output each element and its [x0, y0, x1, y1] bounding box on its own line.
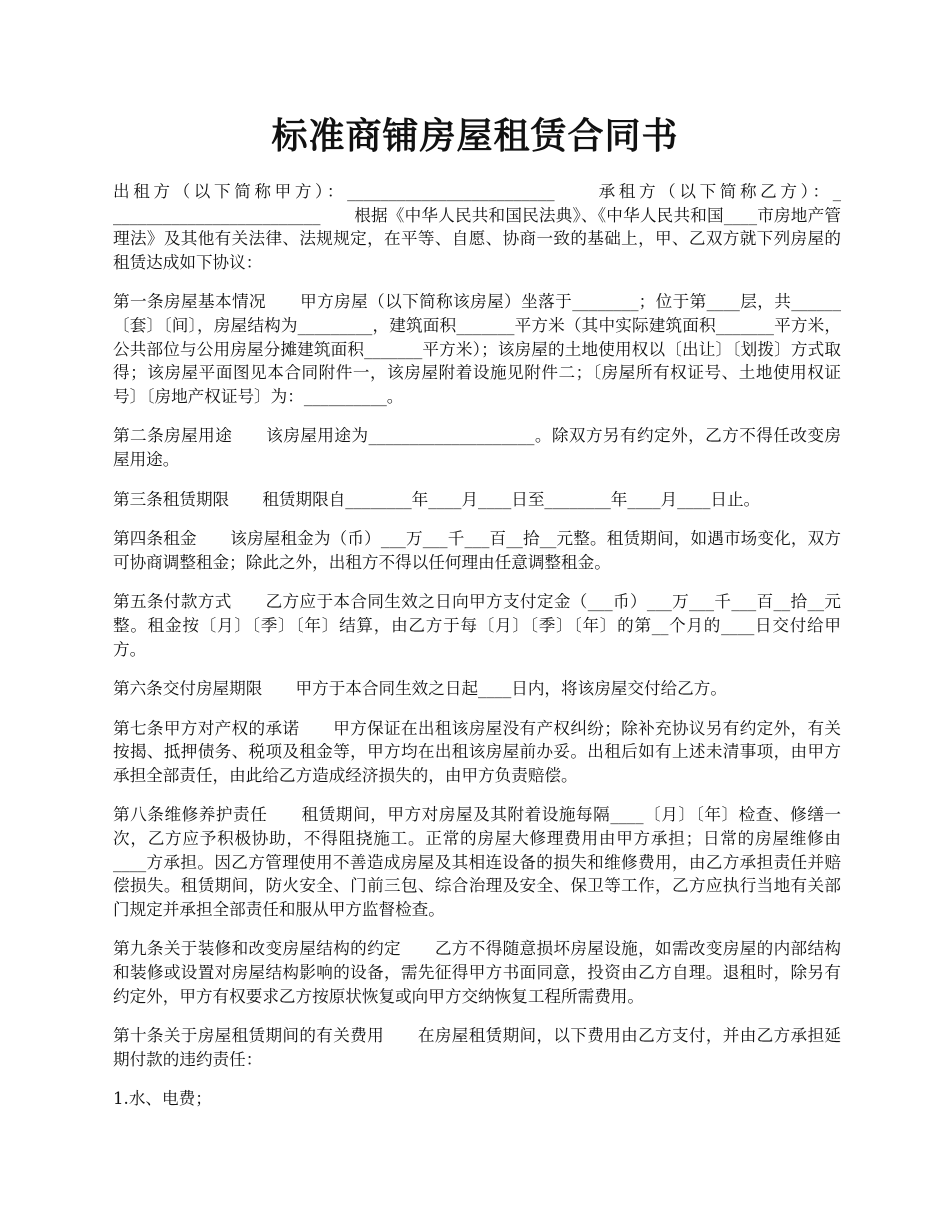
paragraph-article-7: 第七条甲方对产权的承诺 甲方保证在出租该房屋没有产权纠纷；除补充协议另有约定外，有关按揭、抵押债务、税项及租金等，甲方均在出租该房屋前办妥。出租后如有上述未清事项，由甲方承担全部责任，由此给乙方造成经济损失的，由甲方负责赔偿。 [113, 718, 841, 785]
paragraph-article-10: 第十条关于房屋租赁期间的有关费用 在房屋租赁期间，以下费用由乙方支付，并由乙方承担延期付款的违约责任： [113, 1026, 841, 1069]
paragraph-article-5: 第五条付款方式 乙方应于本合同生效之日向甲方支付定金（___币）___万___千___百__拾__元整。租金按〔月〕〔季〕〔年〕结算，由乙方于每〔月〕〔季〕〔年〕的第__个月的____日交付给甲方。 [113, 592, 841, 659]
paragraph-article-2: 第二条房屋用途 该房屋用途为____________________。除双方另有约定外，乙方不得任改变房屋用途。 [113, 426, 841, 469]
paragraph-item-1: 1.水、电费； [113, 1089, 212, 1109]
paragraph-article-6: 第六条交付房屋期限 甲方于本合同生效之日起____日内，将该房屋交付给乙方。 [113, 679, 727, 699]
paragraph-parties: 出租方（以下简称甲方）：_________________________ 承租方（以下简称乙方）：_ _________________________ 根据《中华人民共和国民法典》、《中华人民共和国____市房地产管理法》及其他有关法律、法规规定，在平等、自愿、协商一致的基础上，甲、乙双方就下列房屋的租赁达成如下协议： [113, 182, 841, 272]
document-body [113, 180, 841, 1127]
document-title: 标准商铺房屋租赁合同书 [271, 115, 679, 157]
paragraph-article-1: 第一条房屋基本情况 甲方房屋（以下简称该房屋）坐落于________；位于第____层，共______〔套〕〔间〕，房屋结构为_________，建筑面积_______平方米（其中实际建筑面积_______平方米，公共部位与公用房屋分摊建筑面积_______平方米）；该房屋的土地使用权以〔出让〕〔划拨〕方式取得；该房屋平面图见本合同附件一，该房屋附着设施见附件二；〔房屋所有权证号、土地使用权证号〕〔房地产权证号〕为：__________。 [113, 292, 841, 406]
paragraph-article-9: 第九条关于装修和改变房屋结构的约定 乙方不得随意损坏房屋设施，如需改变房屋的内部结构和装修或设置对房屋结构影响的设备，需先征得甲方书面同意，投资由乙方自理。退租时，除另有约定外，甲方有权要求乙方按原状恢复或向甲方交纳恢复工程所需费用。 [113, 939, 841, 1006]
paragraph-article-3: 第三条租赁期限 租赁期限自________年____月____日至________年____月____日止。 [113, 489, 761, 509]
paragraph-article-4: 第四条租金 该房屋租金为（币）___万___千___百__拾__元整。租赁期间，如遇市场变化，双方可协商调整租金；除此之外，出租方不得以任何理由任意调整租金。 [113, 529, 841, 572]
paragraph-article-8: 第八条维修养护责任 租赁期间，甲方对房屋及其附着设施每隔____〔月〕〔年〕检查、修缮一次，乙方应予积极协助，不得阻挠施工。正常的房屋大修理费用由甲方承担；日常的房屋维修由____方承担。因乙方管理使用不善造成房屋及其相连设备的损失和维修费用，由乙方承担责任并赔偿损失。租赁期间，防火安全、门前三包、综合治理及安全、保卫等工作，乙方应执行当地有关部门规定并承担全部责任和服从甲方监督检查。 [113, 805, 841, 919]
